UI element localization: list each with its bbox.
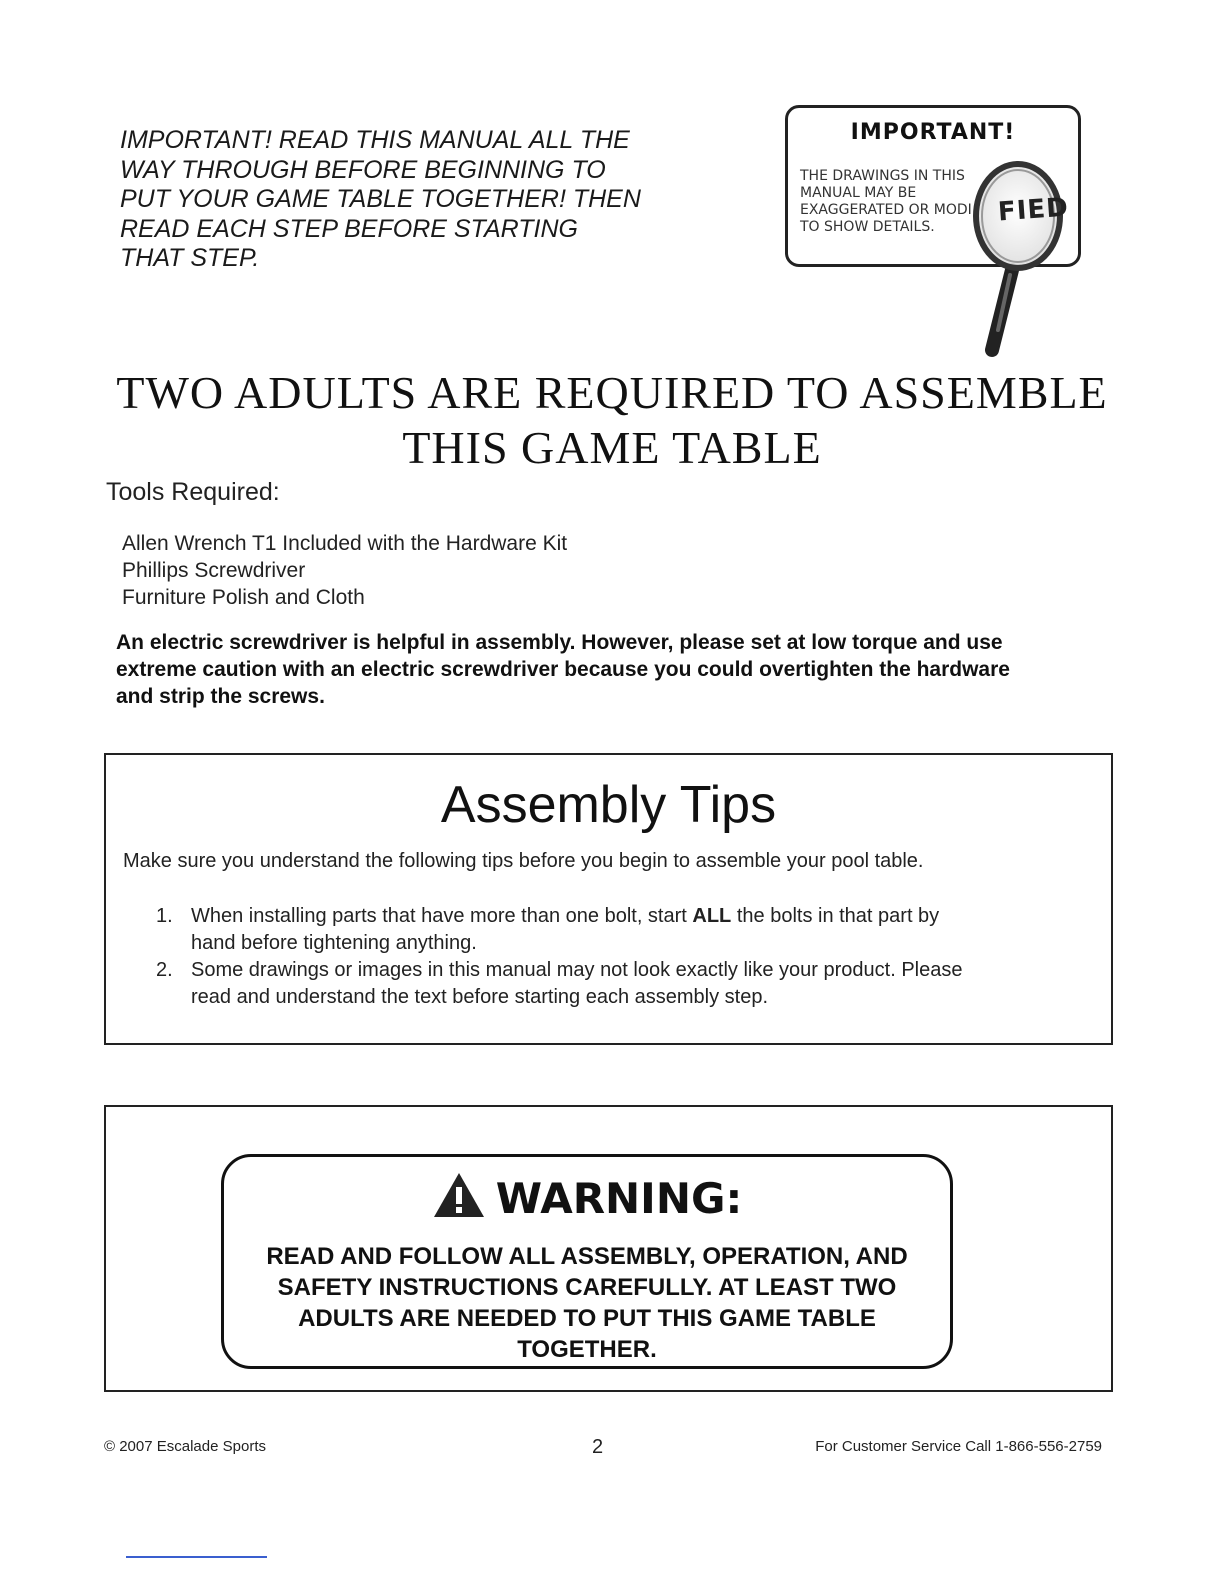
important-title: IMPORTANT! bbox=[850, 120, 1016, 145]
caution-note bbox=[116, 629, 1096, 710]
tip-text: hand before tightening anything. bbox=[191, 932, 477, 954]
list-item bbox=[156, 957, 1086, 1011]
list-number: 1. bbox=[156, 905, 173, 927]
important-line: THE DRAWINGS IN THIS bbox=[800, 168, 965, 184]
page-number: 2 bbox=[592, 1436, 604, 1458]
list-item: Furniture Polish and Cloth bbox=[122, 586, 365, 609]
important-line: MANUAL MAY BE bbox=[800, 185, 917, 201]
tip-text: Some drawings or images in this manual may not look exactly like your product. Please bbox=[191, 959, 963, 981]
tips-title: Assembly Tips bbox=[440, 776, 777, 834]
magnifying-glass-icon bbox=[950, 150, 1065, 360]
tip-text: the bolts in that part by bbox=[731, 905, 940, 927]
headline-line: THIS GAME TABLE bbox=[402, 422, 822, 473]
intro-line: READ EACH STEP BEFORE STARTING bbox=[120, 214, 578, 243]
list-item: Allen Wrench T1 Included with the Hardware Kit bbox=[122, 532, 568, 555]
list-number: 2. bbox=[156, 959, 173, 981]
tools-list bbox=[122, 530, 567, 611]
caution-line: extreme caution with an electric screwdriver because you could overtighten the hardware bbox=[116, 658, 1010, 681]
important-line: TO SHOW DETAILS. bbox=[800, 219, 935, 235]
warning-text bbox=[224, 1241, 950, 1365]
caution-line: and strip the screws. bbox=[116, 685, 325, 708]
warning-heading bbox=[224, 1171, 950, 1223]
warning-line: SAFETY INSTRUCTIONS CAREFULLY. AT LEAST TWO bbox=[277, 1274, 897, 1301]
page-headline bbox=[100, 365, 1124, 475]
warning-label bbox=[221, 1154, 953, 1369]
warning-triangle-icon bbox=[432, 1171, 486, 1219]
important-line: EXAGGERATED OR MODI bbox=[800, 202, 972, 218]
intro-line: PUT YOUR GAME TABLE TOGETHER! THEN bbox=[120, 185, 641, 213]
tip-text: read and understand the text before starting each assembly step. bbox=[191, 986, 769, 1008]
list-item: Phillips Screwdriver bbox=[122, 559, 306, 582]
tips-list bbox=[156, 903, 1086, 1011]
intro-line: THAT STEP. bbox=[120, 244, 260, 272]
caution-line: An electric screwdriver is helpful in assembly. However, please set at low torque and use bbox=[116, 631, 1003, 654]
tip-text: When installing parts that have more than one bolt, start bbox=[191, 905, 693, 927]
footer-copyright: © 2007 Escalade Sports bbox=[104, 1438, 266, 1455]
tips-intro: Make sure you understand the following tips before you begin to assemble your pool table. bbox=[123, 850, 924, 872]
intro-line: IMPORTANT! READ THIS MANUAL ALL THE bbox=[120, 126, 630, 154]
warning-title: WARNING: bbox=[495, 1174, 743, 1223]
warning-line: ADULTS ARE NEEDED TO PUT THIS GAME TABLE bbox=[298, 1305, 876, 1332]
footer-customer-service: For Customer Service Call 1-866-556-2759 bbox=[815, 1438, 1102, 1455]
intro-line: WAY THROUGH BEFORE BEGINNING TO bbox=[120, 155, 606, 184]
magnified-text: FIED bbox=[997, 192, 1070, 228]
warning-line: READ AND FOLLOW ALL ASSEMBLY, OPERATION, AND bbox=[266, 1243, 908, 1270]
assembly-tips-box bbox=[104, 753, 1113, 1045]
headline-line: TWO ADULTS ARE REQUIRED TO ASSEMBLE bbox=[116, 367, 1108, 418]
intro-notice bbox=[120, 126, 720, 274]
warning-line: TOGETHER. bbox=[517, 1336, 657, 1363]
tools-label: Tools Required: bbox=[106, 478, 280, 506]
list-item bbox=[156, 903, 1086, 957]
warning-box bbox=[104, 1105, 1113, 1392]
tip-emphasis: ALL bbox=[692, 905, 732, 927]
bottom-divider bbox=[126, 1556, 267, 1558]
